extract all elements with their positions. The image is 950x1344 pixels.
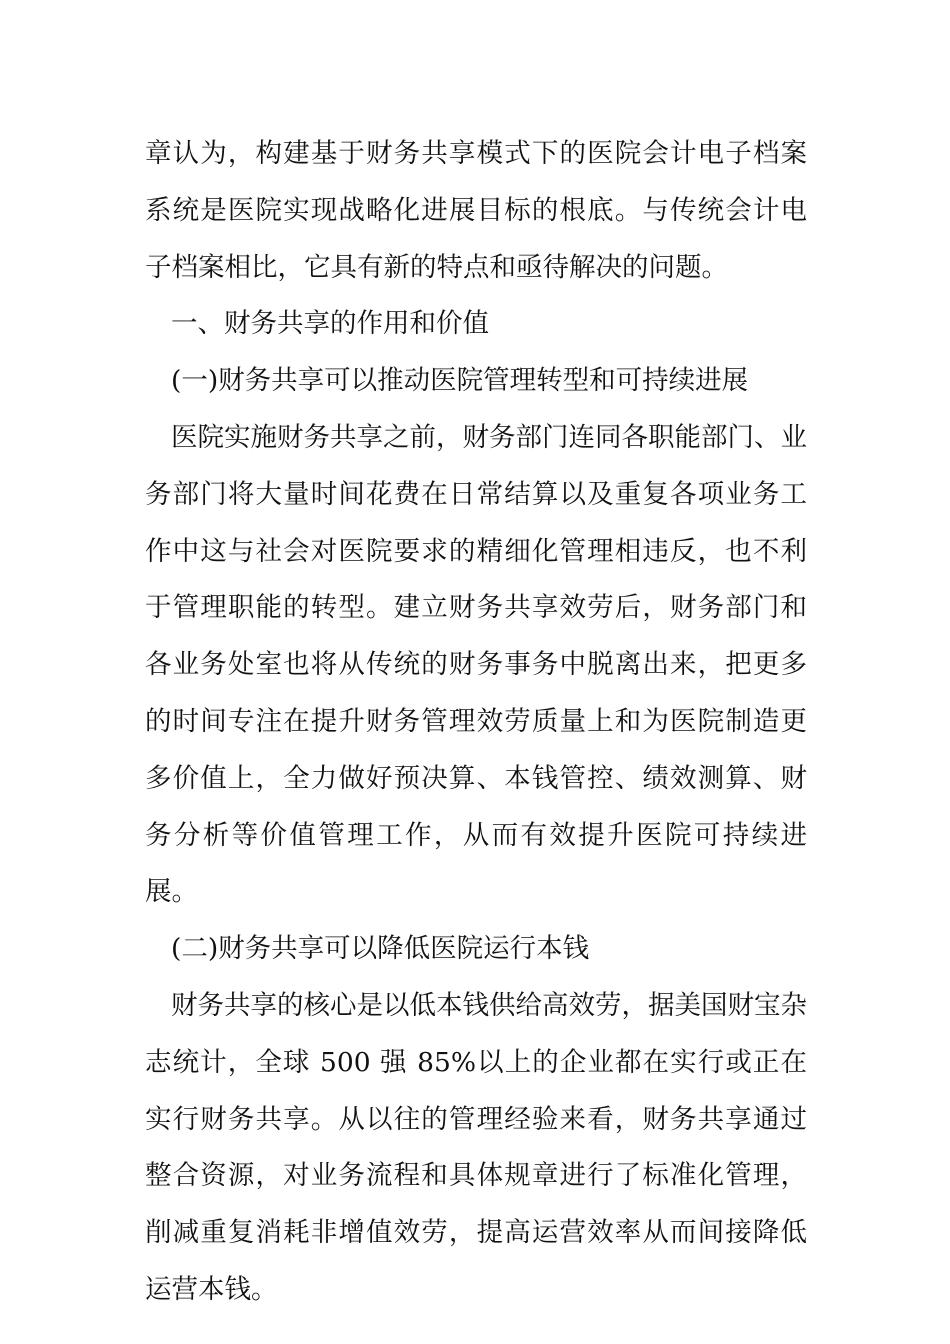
document-body	[145, 126, 807, 1319]
subsection-heading-2: (二)财务共享可以降低医院运行本钱	[171, 933, 590, 965]
body-paragraph-continuation: 章认为，构建基于财务共享模式下的医院会计电子档案系统是医院实现战略化进展目标的根底。与传统会计电子档案相比，它具有新的特点和亟待解决的问题。	[145, 138, 807, 283]
subsection-heading-1: (一)财务共享可以推动医院管理转型和可持续进展	[171, 365, 749, 397]
body-paragraph-2: 财务共享的核心是以低本钱供给高效劳，据美国财宝杂志统计，全球 500 强 85%以上的企业都在实行或正在实行财务共享。从以往的管理经验来看，财务共享通过整合资源，对业务流程和具体规章进行了标准化管理，削减重复消耗非增值效劳，提高运营效率从而间接降低运营本钱。	[145, 989, 807, 1305]
body-paragraph-1: 医院实施财务共享之前，财务部门连同各职能部门、业务部门将大量时间花费在日常结算以及重复各项业务工作中这与社会对医院要求的精细化管理相违反，也不利于管理职能的转型。建立财务共享效劳后，财务部门和各业务处室也将从传统的财务事务中脱离出来，把更多的时间专注在提升财务管理效劳质量上和为医院制造更多价值上，全力做好预决算、本钱管控、绩效测算、财务分析等价值管理工作，从而有效提升医院可持续进展。	[145, 421, 807, 908]
section-heading: 一、财务共享的作用和价值	[171, 308, 489, 340]
